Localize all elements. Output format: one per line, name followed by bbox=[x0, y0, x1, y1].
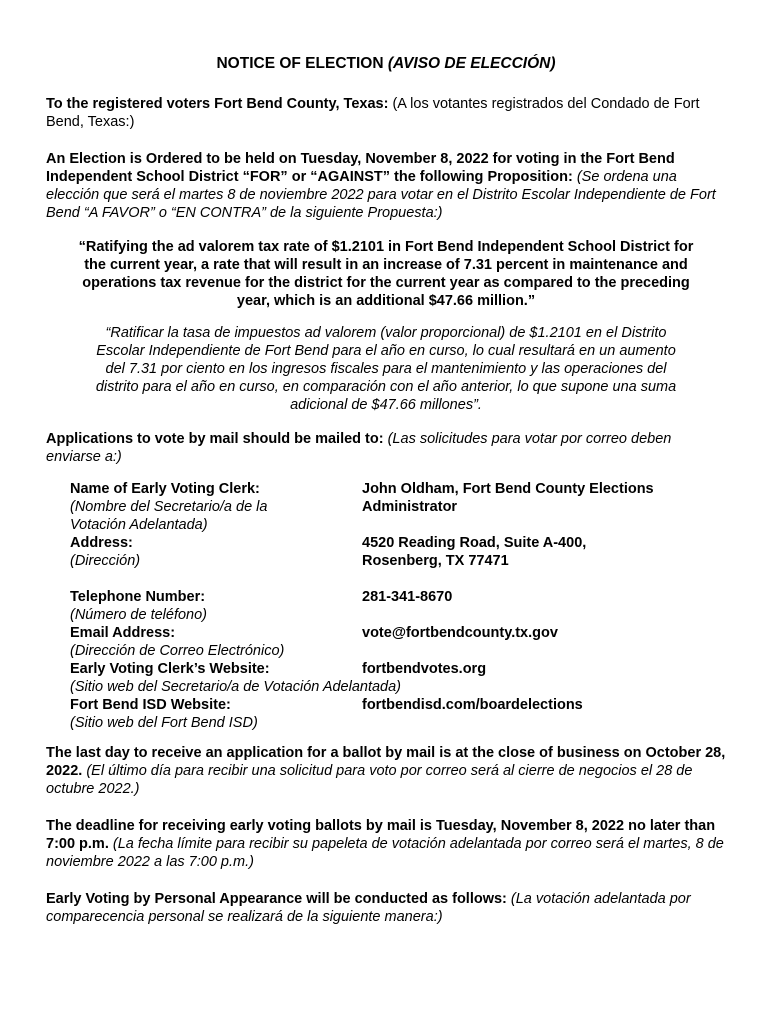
last-day-bold: The last day to receive an application for a ballot by mail is at the close of business on October 28, 2022. bbox=[46, 745, 726, 779]
isd-website-label-spanish: (Sitio web del Fort Bend ISD) bbox=[70, 715, 258, 731]
applications-paragraph bbox=[46, 430, 726, 466]
clerk-value-1: John Oldham, Fort Bend County Elections bbox=[362, 481, 654, 497]
applications-italic: (Las solicitudes para votar por correo deben enviarse a:) bbox=[46, 431, 672, 465]
clerk-label: Name of Early Voting Clerk: bbox=[70, 481, 260, 497]
address-label-spanish: (Dirección) bbox=[70, 553, 141, 569]
phone-label-spanish: (Número de teléfono) bbox=[70, 607, 208, 623]
clerk-label-spanish-1: (Nombre del Secretario/a de la bbox=[70, 499, 268, 515]
isd-website-label: Fort Bend ISD Website: bbox=[70, 697, 231, 713]
early-voting-bold: Early Voting by Personal Appearance will be conducted as follows: bbox=[46, 891, 507, 907]
email-value: vote@fortbendcounty.tx.gov bbox=[362, 625, 558, 641]
contact-table bbox=[70, 480, 726, 732]
clerk-website-value: fortbendvotes.org bbox=[362, 661, 487, 677]
email-label: Email Address: bbox=[70, 625, 176, 641]
intro-paragraph bbox=[46, 95, 726, 131]
address-label: Address: bbox=[70, 535, 133, 551]
intro-bold: To the registered voters Fort Bend County, Texas: bbox=[46, 96, 389, 112]
clerk-label-spanish-2: Votación Adelantada) bbox=[70, 517, 208, 533]
clerk-website-label-spanish: (Sitio web del Secretario/a de Votación Adelantada) bbox=[70, 679, 402, 695]
deadline-italic: (La fecha límite para recibir su papeleta de votación adelantada por correo será el martes, 8 de noviembre 2022 a las 7:00 p.m.) bbox=[46, 836, 724, 870]
clerk-value-2: Administrator bbox=[362, 499, 458, 515]
proposition-spanish: “Ratificar la tasa de impuestos ad valorem (valor proporcional) de $1.2101 en el Distrito Escolar Independiente de Fort Bend para el año en curso, lo cual resultará en un aumento del 7.31 por ciento en los ingresos fiscales para el mantenimiento y las operaciones del distrito para el año en curso, en comparación con el año anterior, lo que supone una suma adicional de $47.66 millones”. bbox=[95, 325, 677, 413]
clerk-website-label: Early Voting Clerk’s Website: bbox=[70, 661, 270, 677]
address-value-1: 4520 Reading Road, Suite A-400, bbox=[362, 535, 587, 551]
early-voting-italic: (La votación adelantada por comparecencia personal se realizará de la siguiente manera:) bbox=[46, 891, 691, 925]
deadline-bold: The deadline for receiving early voting ballots by mail is Tuesday, November 8, 2022 no later than 7:00 p.m. bbox=[46, 818, 716, 852]
title-spanish: (AVISO DE ELECCIÓN) bbox=[387, 55, 556, 72]
order-paragraph bbox=[46, 150, 726, 222]
deadline-paragraph bbox=[46, 817, 726, 871]
intro-normal: (A los votantes registrados del Condado de Fort Bend, Texas:) bbox=[46, 96, 700, 130]
isd-website-value: fortbendisd.com/boardelections bbox=[362, 697, 583, 713]
email-label-spanish: (Dirección de Correo Electrónico) bbox=[70, 643, 285, 659]
last-day-italic: (El último día para recibir una solicitud para voto por correo será al cierre de negocios el 28 de octubre 2022.) bbox=[46, 763, 693, 797]
phone-label: Telephone Number: bbox=[70, 589, 206, 605]
title-english: NOTICE OF ELECTION bbox=[216, 55, 384, 72]
early-voting-paragraph bbox=[46, 890, 726, 926]
order-bold: An Election is Ordered to be held on Tuesday, November 8, 2022 for voting in the Fort Bend Independent School District “FOR” or “AGAINST” the following Proposition: bbox=[46, 151, 675, 185]
phone-value: 281-341-8670 bbox=[362, 589, 453, 605]
document-title bbox=[46, 55, 726, 73]
document-page bbox=[46, 55, 726, 945]
applications-bold: Applications to vote by mail should be mailed to: bbox=[46, 431, 384, 447]
proposition-english: “Ratifying the ad valorem tax rate of $1.2101 in Fort Bend Independent School District for the current year, a rate that will result in an increase of 7.31 percent in maintenance and operations tax revenue for the district for the current year as compared to the preceding year, which is an additional $47.66 million.” bbox=[78, 239, 694, 309]
order-italic: (Se ordena una elección que será el martes 8 de noviembre 2022 para votar en el Distrito Escolar Independiente de Fort Bend “A FAVOR” o “EN CONTRA” de la siguiente Propuesta:) bbox=[46, 169, 716, 221]
last-day-paragraph bbox=[46, 744, 726, 798]
address-value-2: Rosenberg, TX 77471 bbox=[362, 553, 509, 569]
